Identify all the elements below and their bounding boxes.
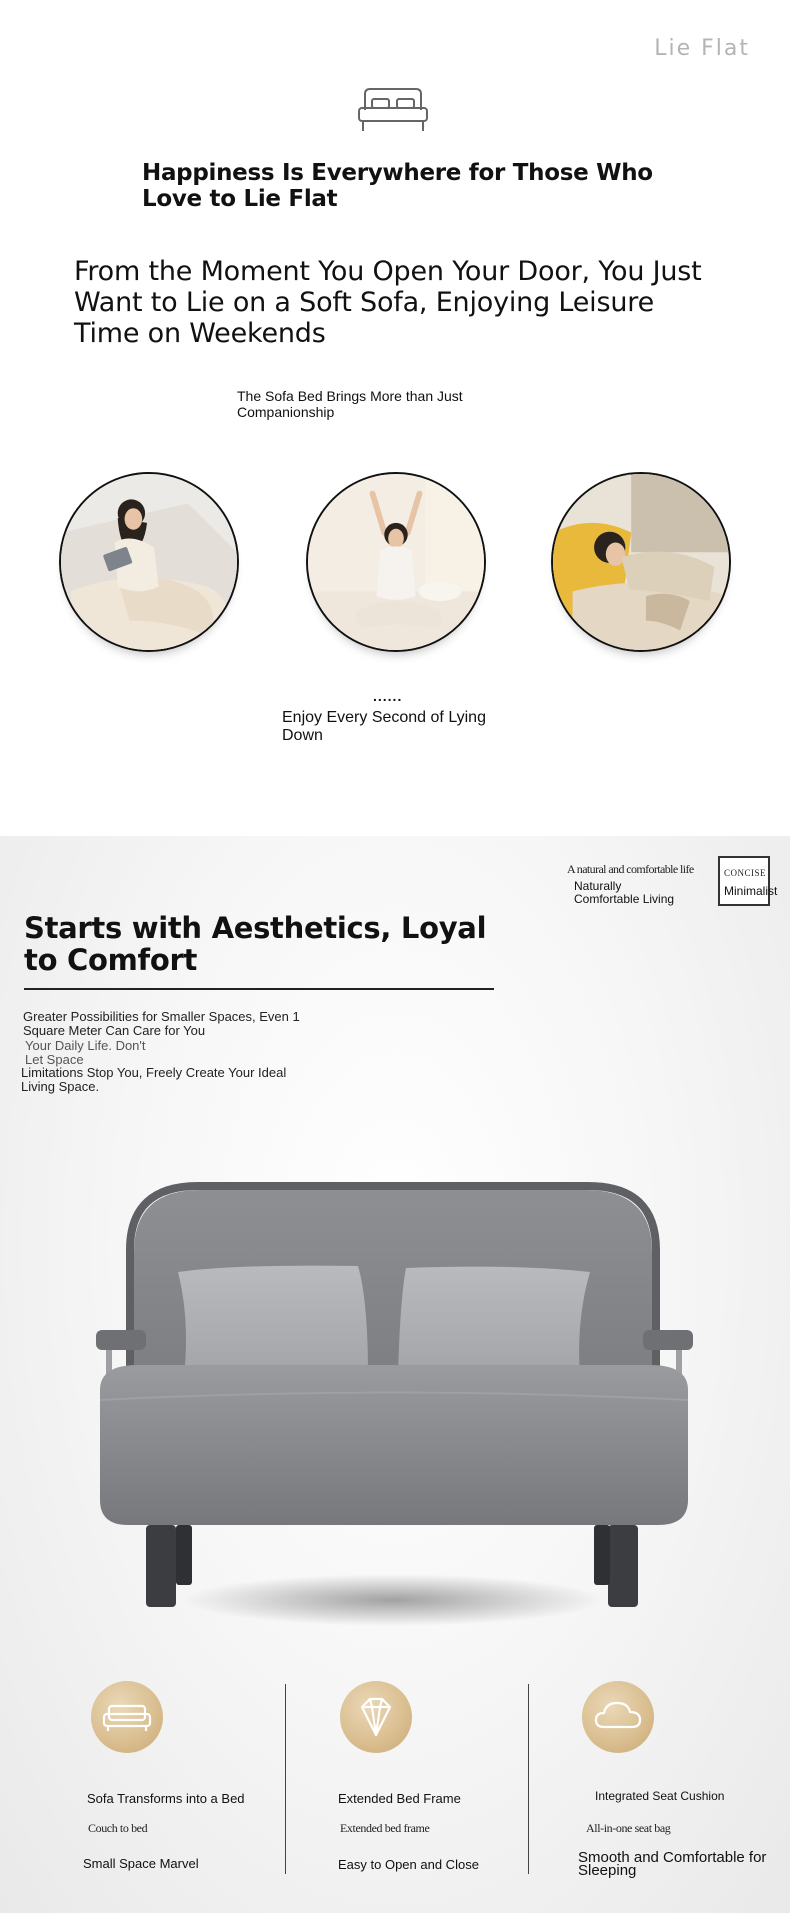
feature-1-script: Couch to bed [88,1821,148,1835]
feature-3-subtitle: Smooth and Comfortable for Sleeping [578,1849,767,1879]
feature-1-title: Sofa Transforms into a Bed [87,1791,245,1806]
diamond-icon [340,1681,412,1753]
feature-2-subtitle: Easy to Open and Close [338,1857,479,1872]
feature-3-script: All-in-one seat bag [586,1821,671,1835]
sofa-icon [91,1681,163,1753]
feature-1-subtitle: Small Space Marvel [83,1856,199,1871]
gray-sofa-bed-image [78,1180,708,1630]
feature-2-title: Extended Bed Frame [338,1791,461,1806]
aesthetics-description-2: Your Daily Life. Don't [25,1038,146,1053]
aesthetics-description-4: Limitations Stop You, Freely Create Your Ideal Living Space. [21,1065,287,1094]
photo-woman-stretching [306,472,486,652]
feature-3-title: Integrated Seat Cushion [595,1789,725,1803]
aesthetics-headline: Starts with Aesthetics, Loyal to Comfort [24,911,487,977]
brand-tag: Lie Flat [654,36,750,61]
headline-divider [24,988,494,990]
photo-woman-lying-on-sofa [551,472,731,652]
aesthetics-description-1: Greater Possibilities for Smaller Spaces, Even 1 Square Meter Can Care for You [23,1009,300,1038]
life-english-text: Naturally Comfortable Living [574,879,675,906]
minimalist-badge [718,856,770,906]
photo-woman-reading-tablet [59,472,239,652]
cloud-icon [582,1681,654,1753]
intro-statement: From the Moment You Open Your Door, You Just Want to Lie on a Soft Sofa, Enjoying Leisure Time on Weekends [74,256,702,349]
life-script-text: A natural and comfortable life [567,862,694,876]
intro-subline: The Sofa Bed Brings More than Just Companionship [237,388,463,420]
feature-divider-2 [528,1684,529,1874]
feature-2-script: Extended bed frame [340,1821,430,1835]
intro-headline: Happiness Is Everywhere for Those Who Love to Lie Flat [142,160,653,212]
intro-caption: Enjoy Every Second of Lying Down [282,709,486,744]
decorative-dots: ...... [373,688,403,704]
badge-word: CONCISE [724,868,767,878]
badge-label: Minimalist [724,884,778,898]
sofa-outline-icon [355,86,431,136]
feature-divider-1 [285,1684,286,1874]
aesthetics-description-3: Let Space [25,1052,84,1067]
